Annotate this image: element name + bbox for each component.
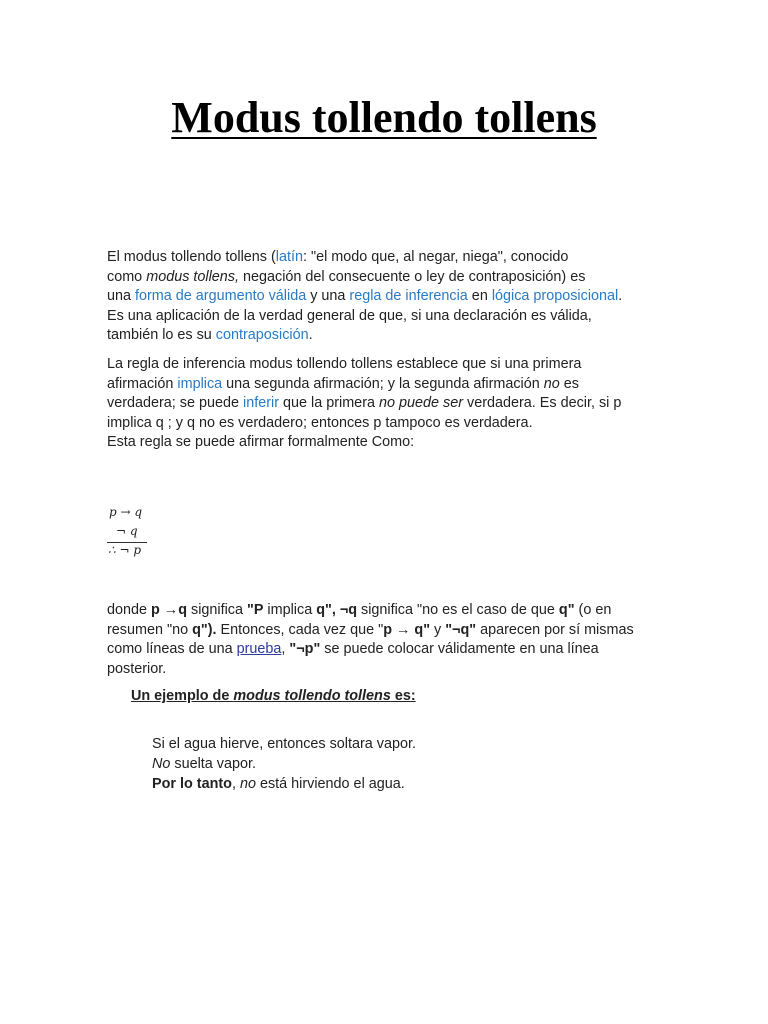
text-run: , (231, 776, 240, 792)
emphasis-no: no (239, 776, 256, 792)
text-run: . (618, 288, 623, 304)
text-run: : "el modo que, al negar, niega", conocido (302, 249, 569, 265)
explanation-line-2 (107, 621, 667, 641)
text-run: está hirviendo el agua. (255, 776, 405, 792)
link-implica[interactable]: implica (177, 375, 223, 392)
text-run: en (467, 288, 492, 304)
text-run: (o en (574, 602, 612, 618)
intro-line-5 (107, 326, 667, 346)
bold-run: q"). (192, 621, 217, 638)
text-run: , (281, 641, 290, 657)
text-run: donde (107, 602, 152, 618)
text-run: verdadera. Es decir, si p (463, 395, 622, 411)
bold-run: p → q" (383, 621, 431, 638)
emphasis-no-puede-ser: no puede ser (378, 395, 463, 411)
rule-line-4: implica q ; y q no es verdadero; entonces p tampoco es verdadera. (107, 414, 533, 431)
example-block (152, 734, 416, 794)
link-latin[interactable]: latín (275, 249, 303, 265)
text-run: una (107, 288, 136, 304)
example-heading (131, 688, 416, 704)
text-run: significa (187, 602, 247, 618)
bold-run: Por lo tanto (152, 776, 232, 792)
link-logica-proposicional[interactable]: lógica proposicional (491, 288, 619, 304)
text-run: afirmación (107, 375, 178, 392)
text-run: . (308, 327, 313, 343)
rule-line-2 (107, 375, 667, 395)
text-run: como líneas de una (107, 641, 237, 657)
intro-line-4: Es una aplicación de la verdad general de que, si una declaración es válida, (107, 307, 592, 324)
text-run: es (559, 375, 579, 392)
emphasis-modus-tollens: modus tollens, (146, 268, 239, 285)
rule-paragraph (107, 355, 667, 453)
explanation-line-4: posterior. (107, 660, 167, 677)
explanation-paragraph (107, 601, 667, 679)
text-run: implica (263, 602, 317, 618)
text-run: también lo es su (107, 327, 216, 343)
text-run: aparecen por sí mismas (476, 621, 634, 638)
intro-line-2 (107, 268, 667, 288)
link-prueba[interactable]: prueba (236, 641, 282, 657)
rule-line-5: Esta regla se puede afirmar formalmente Como: (107, 434, 415, 450)
bold-run: q" (558, 602, 575, 618)
bold-run: "¬q" (445, 621, 477, 638)
link-contraposicion[interactable]: contraposición (215, 327, 309, 343)
text-run: significa "no es el caso de que (357, 602, 559, 618)
bold-run: "P (247, 602, 264, 618)
text-run: una segunda afirmación; y la segunda afirmación (222, 375, 544, 392)
emphasis-no: No (152, 756, 171, 772)
example-line-1: Si el agua hierve, entonces soltara vapor. (152, 736, 416, 752)
premise-2: ¬ q (116, 524, 138, 538)
page-title: Modus tollendo tollens (171, 93, 597, 142)
example-line-2 (152, 754, 416, 774)
text-run: es: (390, 688, 416, 704)
text-run: se puede colocar válidamente en una línea (320, 641, 599, 657)
conclusion: ∴ ¬ p (108, 543, 141, 557)
text-run: y una (306, 288, 350, 304)
bold-run: q", ¬q (316, 602, 358, 618)
text-run: como (107, 268, 147, 285)
link-inferir[interactable]: inferir (243, 395, 279, 411)
text-run: Un ejemplo de (131, 688, 234, 704)
text-run: y (430, 621, 446, 638)
text-run: negación del consecuente o ley de contraposición) es (239, 268, 586, 285)
explanation-line-3 (107, 640, 667, 660)
bold-run: "¬p" (289, 641, 321, 657)
emphasis-no: no (543, 375, 560, 392)
intro-paragraph (107, 248, 667, 346)
text-run: verdadera; se puede (107, 395, 244, 411)
example-line-3 (152, 774, 416, 794)
text-run: suelta vapor. (170, 756, 257, 772)
text-run: Entonces, cada vez que " (216, 621, 384, 638)
link-regla-de-inferencia[interactable]: regla de inferencia (349, 288, 468, 304)
premise-1: p → q (109, 505, 143, 519)
text-run: que la primera (279, 395, 379, 411)
link-forma-de-argumento-valida[interactable]: forma de argumento válida (135, 288, 307, 304)
rule-line-3 (107, 394, 667, 414)
rule-line-1: La regla de inferencia modus tollendo tollens establece que si una primera (107, 356, 582, 372)
emphasis-term: modus tollendo tollens (233, 688, 391, 704)
bold-run: p →q (151, 602, 187, 618)
intro-line-1 (107, 248, 667, 268)
text-run: resumen "no (107, 621, 193, 638)
explanation-line-1 (107, 601, 667, 621)
intro-line-3 (107, 287, 667, 307)
text-run: El modus tollendo tollens ( (107, 249, 276, 265)
